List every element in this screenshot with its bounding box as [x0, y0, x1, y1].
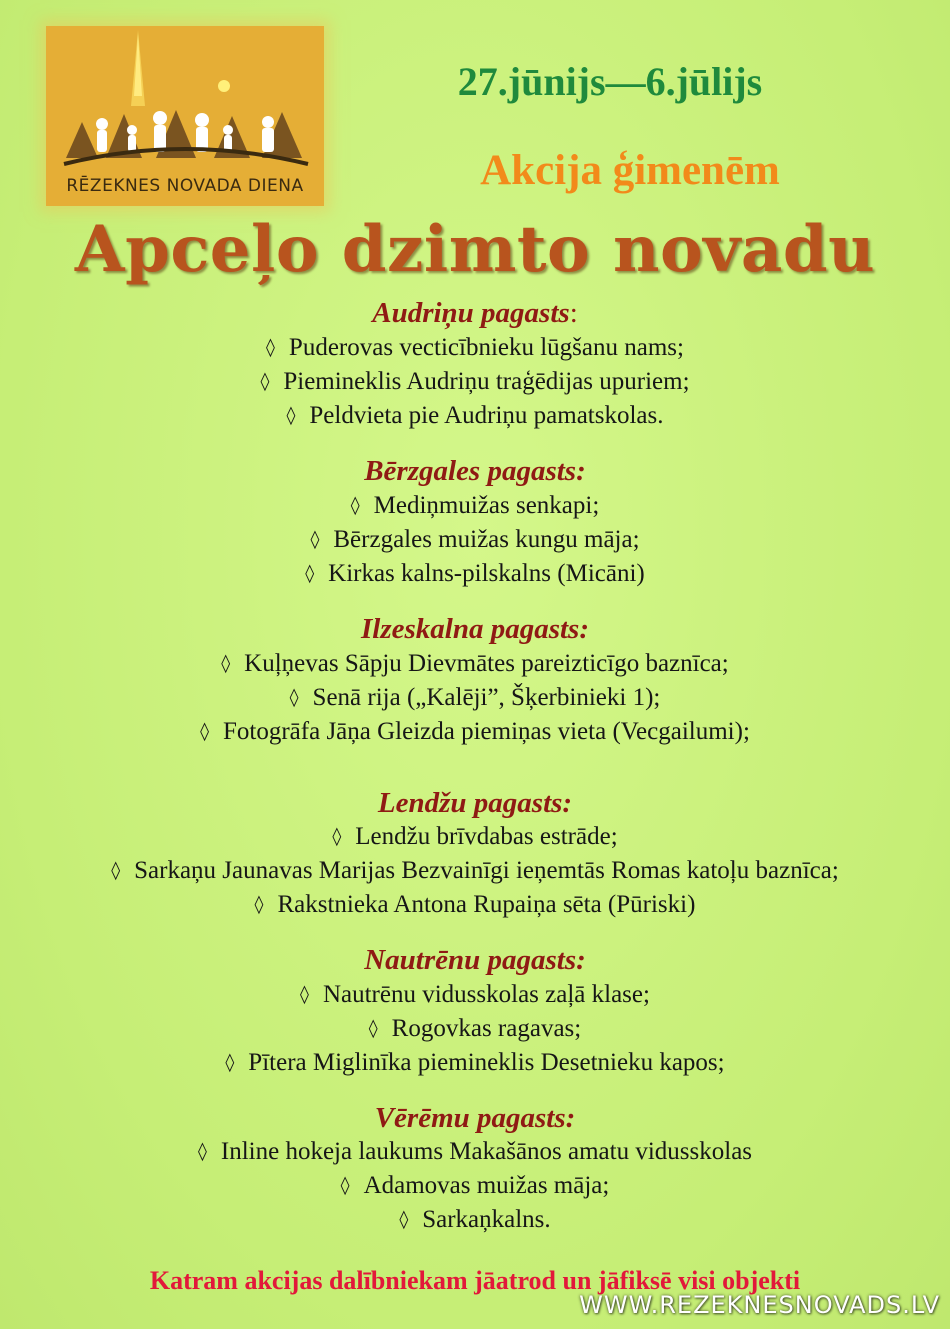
list-item: ◊ Bērzgales muižas kungu māja;	[310, 526, 640, 553]
list-item: ◊ Sarkaņkalns.	[399, 1206, 551, 1233]
section-heading-audrinu: Audriņu pagasts:	[372, 297, 578, 329]
diamond-bullet-icon: ◊	[332, 826, 342, 847]
diamond-bullet-icon: ◊	[340, 1175, 350, 1196]
section-heading-berzgales: Bērzgales pagasts:	[364, 455, 586, 487]
list-item: ◊ Adamovas muižas māja;	[340, 1172, 610, 1199]
list-item: ◊ Senā rija („Kalēji”, Šķerbinieki 1);	[289, 684, 661, 711]
diamond-bullet-icon: ◊	[289, 687, 299, 708]
list-item: ◊ Peldvieta pie Audriņu pamatskolas.	[286, 402, 664, 429]
diamond-bullet-icon: ◊	[286, 405, 296, 426]
diamond-bullet-icon: ◊	[266, 337, 275, 358]
section-heading-nautrenu: Nautrēnu pagasts:	[364, 944, 586, 976]
list-item: ◊ Puderovas vecticībnieku lūgšanu nams;	[266, 334, 684, 361]
logo-text: RĒZEKNES NOVADA DIENA	[66, 176, 304, 196]
diamond-bullet-icon: ◊	[260, 371, 270, 392]
diamond-bullet-icon: ◊	[225, 1052, 235, 1073]
list-item: ◊ Kirkas kalns-pilskalns (Micāni)	[305, 560, 645, 587]
main-title: Apceļo dzimto novadu	[74, 212, 876, 287]
list-item: ◊ Sarkaņu Jaunavas Marijas Bezvainīgi ieņemtās Romas katoļu baznīca;	[111, 857, 839, 884]
diamond-bullet-icon: ◊	[200, 721, 209, 742]
diamond-bullet-icon: ◊	[221, 653, 231, 674]
diamond-bullet-icon: ◊	[310, 529, 320, 550]
section-heading-veremu: Vērēmu pagasts:	[374, 1102, 576, 1134]
website-watermark: WWW.REZEKNESNOVADS.LV	[579, 1291, 940, 1319]
logo	[46, 26, 324, 206]
list-item: ◊ Fotogrāfa Jāņa Gleizda piemiņas vieta (Vecgailumi);	[200, 718, 750, 745]
diamond-bullet-icon: ◊	[399, 1209, 409, 1230]
list-item: ◊ Piemineklis Audriņu traģēdijas upuriem;	[260, 368, 690, 395]
list-item: ◊ Rakstnieka Antona Rupaiņa sēta (Pūriski)	[254, 891, 696, 918]
section-heading-ilzeskalna: Ilzeskalna pagasts:	[360, 613, 589, 645]
diamond-bullet-icon: ◊	[350, 495, 360, 516]
footer-note: Katram akcijas dalībniekam jāatrod un jāfiksē visi objekti	[149, 1266, 801, 1295]
list-item: ◊ Mediņmuižas senkapi;	[350, 492, 600, 519]
list-item: ◊ Rogovkas ragavas;	[368, 1015, 582, 1042]
event-dates: 27.jūnijs—6.jūlijs	[457, 59, 763, 104]
diamond-bullet-icon: ◊	[300, 984, 309, 1005]
diamond-bullet-icon: ◊	[197, 1141, 207, 1162]
list-item: ◊ Kuļņevas Sāpju Dievmātes pareizticīgo baznīca;	[221, 650, 729, 677]
list-item: ◊ Inline hokeja laukums Makašānos amatu vidusskolas	[197, 1138, 753, 1165]
list-item: ◊ Nautrēnu vidusskolas zaļā klase;	[300, 981, 650, 1008]
diamond-bullet-icon: ◊	[111, 860, 121, 881]
list-item: ◊ Pītera Miglinīka piemineklis Desetnieku kapos;	[225, 1049, 725, 1076]
diamond-bullet-icon: ◊	[368, 1018, 378, 1039]
diamond-bullet-icon: ◊	[254, 894, 264, 915]
list-item: ◊ Lendžu brīvdabas estrāde;	[332, 823, 618, 850]
section-heading-lendzu: Lendžu pagasts:	[377, 787, 573, 819]
diamond-bullet-icon: ◊	[305, 563, 315, 584]
subtitle: Akcija ģimenēm	[480, 147, 780, 194]
